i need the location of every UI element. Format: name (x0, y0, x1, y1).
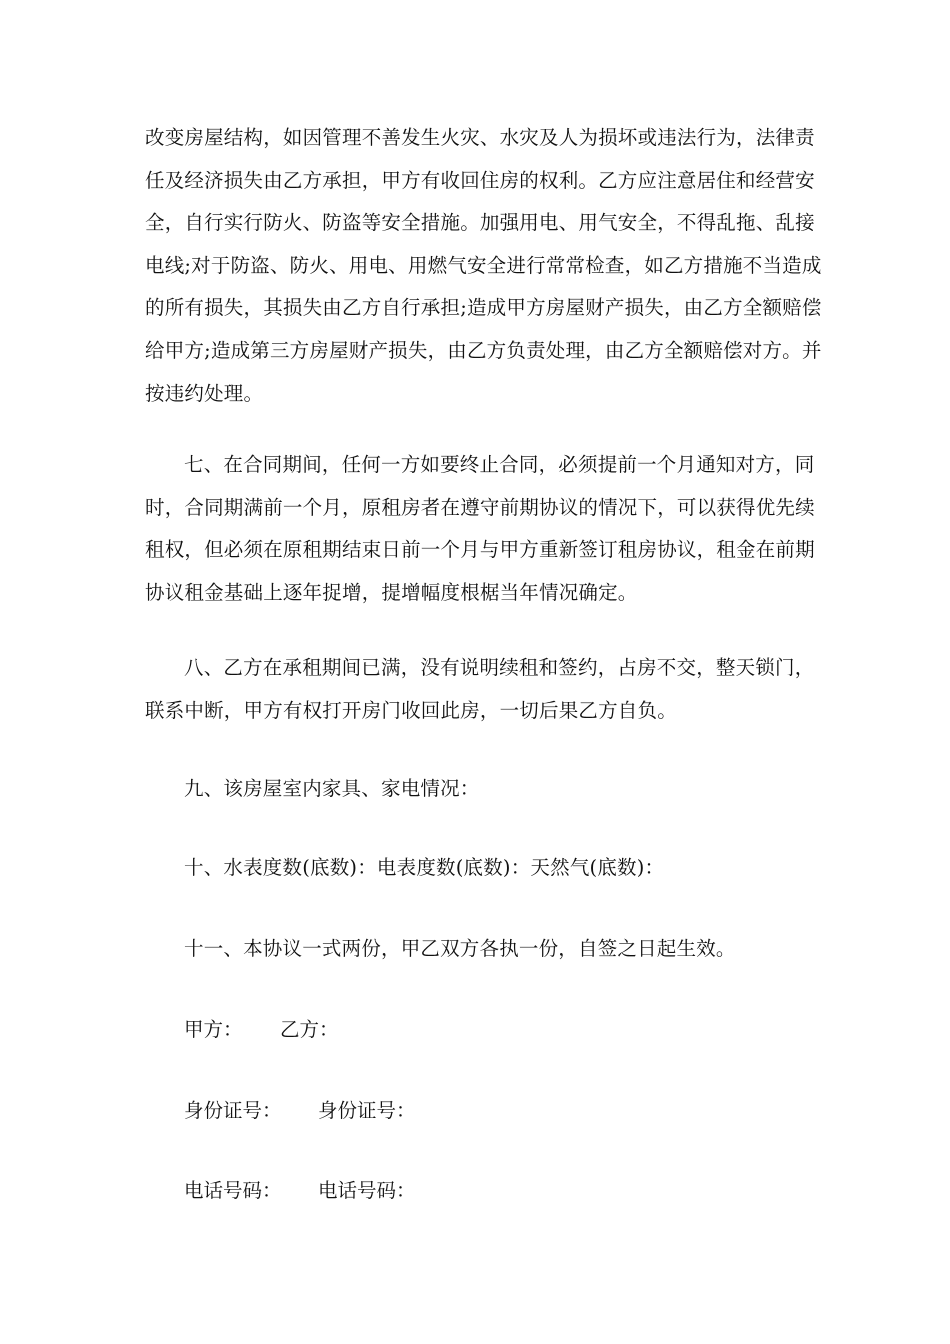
phone-number-a-label: 电话号码： (184, 1179, 282, 1202)
paragraph-line: 按违约处理。 (145, 381, 264, 405)
id-number-b-label: 身份证号： (318, 1099, 416, 1122)
party-a-label: 甲方： (184, 1018, 243, 1041)
continued-paragraph (145, 117, 822, 415)
paragraph-line: 八、乙方在承租期间已满，没有说明续租和签约，占房不交，整天锁门， (184, 656, 815, 679)
clause-8 (145, 647, 815, 732)
phone-number-b-label: 电话号码： (318, 1179, 416, 1202)
paragraph-line: 改变房屋结构，如因管理不善发生火灾、水灾及人为损坏或违法行为，法律责 (145, 126, 815, 149)
party-b-label: 乙方： (280, 1018, 339, 1041)
paragraph-line: 的所有损失，其损失由乙方自行承担;造成甲方房屋财产损失，由乙方全额赔偿 (145, 296, 822, 320)
clause-11 (145, 928, 807, 971)
paragraph-line: 租权，但必须在原租期结束日前一个月与甲方重新签订租房协议，租金在前期 (145, 538, 815, 562)
clause-7 (145, 444, 815, 614)
paragraph-line: 电线;对于防盗、防火、用电、用燃气安全进行常常检查，如乙方措施不当造成 (145, 253, 822, 277)
paragraph-line: 协议租金基础上逐年捉增，提增幅度根椐当年情况确定。 (145, 580, 638, 604)
paragraph-line: 全，自行实行防火、防盗等安全措施。加强用电、用气安全，不得乱拖、乱接 (145, 211, 815, 235)
clause-9 (145, 768, 807, 811)
paragraph-line: 给甲方;造成第三方房屋财产损失，由乙方负责处理，由乙方全额赔偿对方。并 (145, 338, 822, 362)
paragraph-line: 联系中断，甲方有权打开房门收回此房，一切后果乙方自负。 (145, 698, 677, 722)
paragraph-line: 任及经济损失由乙方承担，甲方有收回住房的权利。乙方应注意居住和经营安 (145, 168, 815, 192)
clause-10-text: 十、水表度数(底数)：电表度数(底数)：天然气(底数)： (184, 856, 665, 879)
clause-11-text: 十一、本协议一式两份，甲乙双方各执一份，自签之日起生效。 (184, 937, 736, 960)
id-number-a-label: 身份证号： (184, 1099, 282, 1122)
paragraph-line: 时，合同期满前一个月，原租房者在遵守前期协议的情况下，可以获得优先续 (145, 495, 815, 519)
clause-10 (145, 847, 807, 890)
paragraph-line: 七、在合同期间，任何一方如要终止合同，必须提前一个月通知对方，同 (184, 453, 815, 476)
clause-9-text: 九、该房屋室内家具、家电情况： (184, 777, 480, 800)
